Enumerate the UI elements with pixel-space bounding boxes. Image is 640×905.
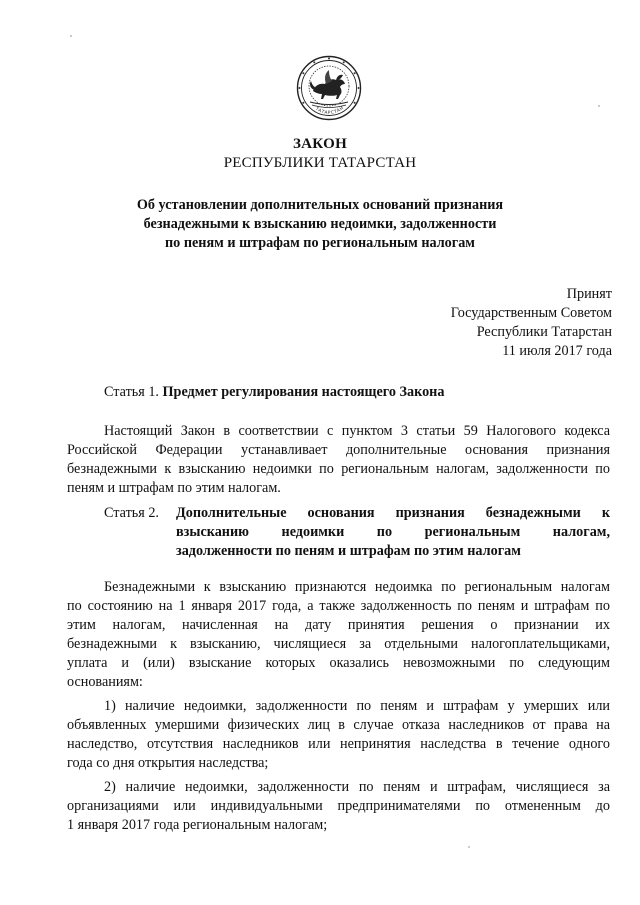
- paragraph-line: основаниям:: [67, 674, 143, 690]
- article-2-item-1: [67, 697, 610, 773]
- adoption-line: Республики Татарстан: [476, 324, 612, 340]
- paragraph-line: пеням и штрафам по этим налогам.: [67, 480, 281, 496]
- article-2-title-line: задолженности по пеням и штрафам по этим налогам: [176, 543, 521, 559]
- article-2-intro-paragraph: [67, 578, 610, 692]
- paragraph-line: года со дня открытия наследства;: [67, 755, 269, 771]
- article-2-title-line: взысканию недоимки по региональным налогам,: [176, 524, 610, 540]
- adoption-date: 11 июля 2017 года: [502, 343, 612, 359]
- article-2-title: [176, 504, 610, 561]
- article-2-item-2: [67, 778, 610, 835]
- article-1-heading: [104, 384, 444, 401]
- paragraph-line: по состоянию на 1 января 2017 года, а также задолженность по пеням и штрафам по: [67, 598, 610, 614]
- adoption-line: Государственным Советом: [450, 305, 612, 321]
- law-title-line: безнадежными к взысканию недоимки, задолженности: [143, 216, 497, 232]
- paragraph-line: безнадежными к взысканию недоимки по региональным налогам, задолженности по: [67, 461, 610, 477]
- paragraph-line: Настоящий Закон в соответствии с пунктом 3 статьи 59 Налогового кодекса: [104, 423, 610, 439]
- article-2-title-line: Дополнительные основания признания безнадежными к: [176, 505, 610, 521]
- adoption-block: [451, 285, 612, 361]
- law-title: [90, 196, 550, 253]
- paragraph-line: 1 января 2017 года региональным налогам;: [67, 817, 328, 833]
- adoption-line: Принят: [566, 286, 612, 302]
- paragraph-line: организациями или индивидуальными предпринимателями по отмененным до: [67, 798, 610, 814]
- scan-speck: [598, 105, 600, 107]
- paragraph-line: Российской Федерации устанавливает дополнительные основания признания: [67, 442, 610, 458]
- article-1-paragraph: [67, 422, 610, 498]
- tatarstan-coat-of-arms-icon: [296, 55, 362, 121]
- scan-speck: [70, 35, 72, 37]
- law-title-line: Об установлении дополнительных оснований признания: [136, 197, 504, 213]
- svg-text:ТАТАРСТАН: ТАТАРСТАН: [314, 105, 346, 116]
- paragraph-line: Безнадежными к взысканию признаются недоимка по региональным налогам: [104, 579, 610, 595]
- scan-speck: [468, 846, 470, 848]
- law-title-line: по пеням и штрафам по региональным налогам: [165, 235, 475, 251]
- paragraph-line: 2) наличие недоимки, задолженности по пеням и штрафам, числящиеся за: [104, 779, 610, 795]
- paragraph-line: объявленных умершими физических лиц в случае отказа наследников от права на: [67, 717, 610, 733]
- article-2-label: Статья 2.: [104, 505, 159, 521]
- paragraph-line: безнадежными к взысканию, числящиеся за отдельными налогоплательщиками,: [67, 636, 610, 652]
- document-type-title: ЗАКОН: [292, 136, 348, 152]
- paragraph-line: этим налогам, начисленная на дату принятия решения о признании их: [67, 617, 610, 633]
- issuing-authority: РЕСПУБЛИКИ ТАТАРСТАН: [223, 155, 417, 171]
- paragraph-line: наследство, отсутствия наследников или непринятия наследства в течение одного: [67, 736, 610, 752]
- paragraph-line: уплата и (или) взыскание которых оказались невозможными по следующим: [67, 655, 610, 671]
- article-1-title: Предмет регулирования настоящего Закона: [162, 384, 445, 400]
- article-1-label: Статья 1.: [104, 384, 159, 400]
- paragraph-line: 1) наличие недоимки, задолженности по пеням и штрафам у умерших или: [104, 698, 610, 714]
